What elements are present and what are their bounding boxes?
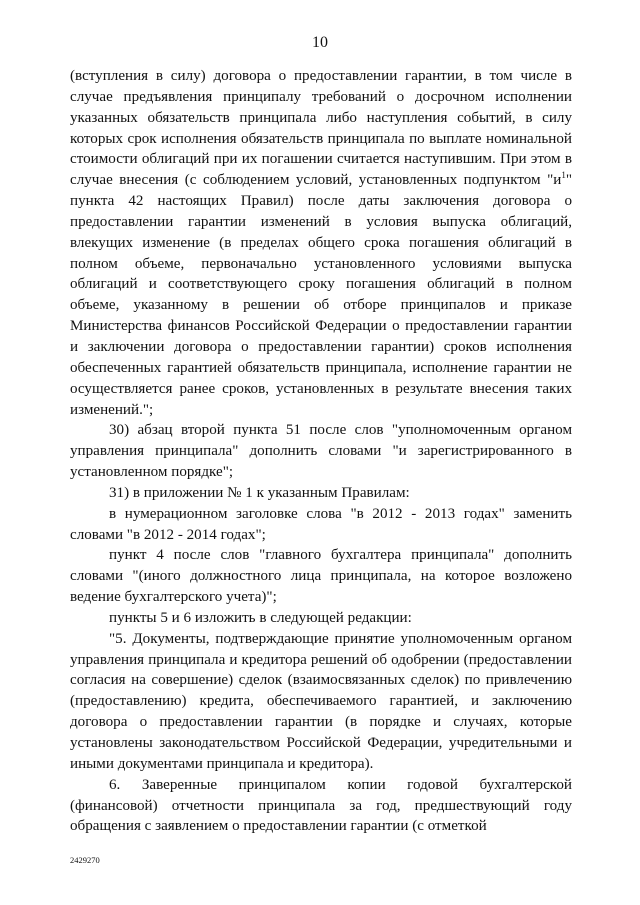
paragraph-points-5-6: пункты 5 и 6 изложить в следующей редакции: [109, 609, 412, 626]
paragraph-guarantee-conditions [70, 66, 572, 420]
paragraph-heading-change: в нумерационном заголовке слова "в 2012 - 2013 годах" заменить словами "в 2012 - 2014 годах"; [70, 505, 572, 543]
document-code: 2429270 [70, 855, 100, 865]
page-number: 10 [312, 34, 328, 51]
paragraph-item-30: 30) абзац второй пункта 51 после слов "уполномоченным органом управления принципала" дополнить словами "и зарегистрированного в установленном порядке"; [70, 422, 572, 481]
paragraph-item-31: 31) в приложении № 1 к указанным Правилам: [109, 484, 410, 501]
superscript-index: 1 [561, 170, 566, 181]
paragraph-point-6-text: 6. Заверенные принципалом копии годовой бухгалтерской (финансовой) отчетности принципала за год, предшествующий году обращения с заявлением о предоставлении гарантии (с отметкой [70, 776, 572, 835]
paragraph-text: (вступления в силу) договора о предоставлении гарантии, в том числе в случае предъявления принципалу требований о досрочном исполнении указанных обязательств принципала либо наступления событий, в силу которых срок исполнения обязательств принципала по выплате номинальной стоимости облигаций при их погашении считается наступившим. При этом в случае внесения (с соблюдением условий, установленных подпунктом "и [70, 68, 572, 189]
paragraph-text: " пункта 42 настоящих Правил) после даты заключения договора о предоставлении гарантии изменений в условия выпуска облигаций, влекущих изменение (в пределах общего срока погашения облигаций в полном объеме, первоначально установленного условиями выпуска облигаций и соответствующего сроку погашения облигаций в полном объеме, указанному в решении об отборе принципалов и приказе Министерства финансов Российской Федерации о предоставлении гарантии и заключении договора о предоставлении гарантии) сроков исполнения обеспеченных гарантией обязательств принципала, исполнение гарантии не осуществляется ранее сроков, установленных в результате внесения таких изменений."; [70, 172, 572, 418]
paragraph-point-4: пункт 4 после слов "главного бухгалтера принципала" дополнить словами "(иного должностного лица принципала, на которое возложено ведение бухгалтерского учета)"; [70, 547, 572, 606]
paragraph-point-5-text: "5. Документы, подтверждающие принятие уполномоченным органом управления принципала и кредитора решений об одобрении (предоставлении согласия на совершение) сделок (взаимосвязанных сделок) по привлечению (предоставлению) кредита, обеспечиваемого гарантией, и заключению договора о предоставлении гарантии (в порядке и случаях, которые установлены законодательством Российской Федерации, учредительными и иными документами принципала и кредитора). [70, 630, 572, 772]
document-body [70, 66, 572, 837]
